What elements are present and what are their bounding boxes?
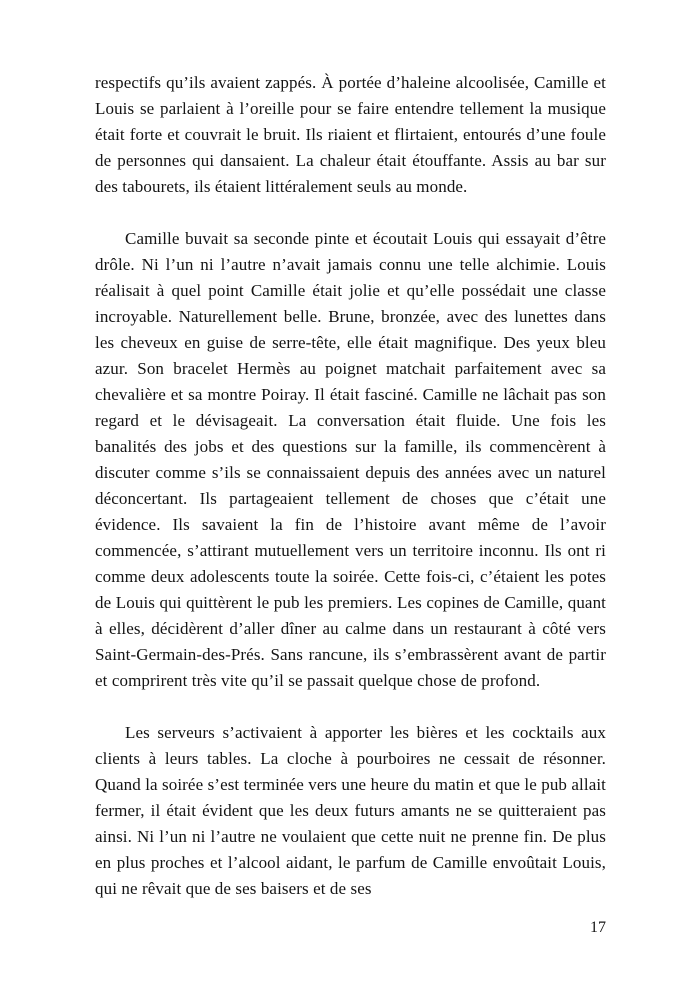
paragraph: Les serveurs s’activaient à apporter les bières et les cocktails aux clients à leurs tables. La cloche à pourboires ne cessait de résonner. Quand la soirée s’est terminée vers une heure du matin et que le pub allait fermer, il était évident que les deux futurs amants ne se quitteraient pas ainsi. Ni l’un ni l’autre ne voulaient que cette nuit ne prenne fin. De plus en plus proches et l’alcool aidant, le parfum de Camille envoûtait Louis, qui ne rêvait que de ses baisers et de ses [95, 723, 606, 898]
paragraph: Camille buvait sa seconde pinte et écoutait Louis qui essayait d’être drôle. Ni l’un ni l’autre n’avait jamais connu une telle alchimie. Louis réalisait à quel point Camille était jolie et qu’elle possédait une classe incroyable. Naturellement belle. Brune, bronzée, avec des lunettes dans les cheveux en guise de serre-tête, elle était magnifique. Des yeux bleu azur. Son bracelet Hermès au poignet matchait parfaitement avec sa chevalière et sa montre Poiray. Il était fasciné. Camille ne lâchait pas son regard et le dévisageait. La conversation était fluide. Une fois les banalités des jobs et des questions sur la famille, ils commencèrent à discuter comme s’ils se connaissaient depuis des années avec un naturel déconcertant. Ils partageaient tellement de choses que c’était une évidence. Ils savaient la fin de l’histoire avant même de l’avoir commencée, s’attirant mutuellement vers un territoire inconnu. Ils ont ri comme deux adolescents toute la soirée. Cette fois-ci, c’étaient les potes de Louis qui quittèrent le pub les premiers. Les copines de Camille, quant à elles, décidèrent d’aller dîner au calme dans un restaurant à côté vers Saint-Germain-des-Prés. Sans rancune, ils s’embrassèrent avant de partir et comprirent très vite qu’il se passait quelque chose de profond. [95, 229, 606, 690]
page-number: 17 [590, 919, 606, 936]
text-column [95, 70, 606, 902]
paragraph: respectifs qu’ils avaient zappés. À portée d’haleine alcoolisée, Camille et Louis se parlaient à l’oreille pour se faire entendre tellement la musique était forte et couvrait le bruit. Ils riaient et flirtaient, entourés d’une foule de personnes qui dansaient. La chaleur était étouffante. Assis au bar sur des tabourets, ils étaient littéralement seuls au monde. [95, 73, 606, 196]
